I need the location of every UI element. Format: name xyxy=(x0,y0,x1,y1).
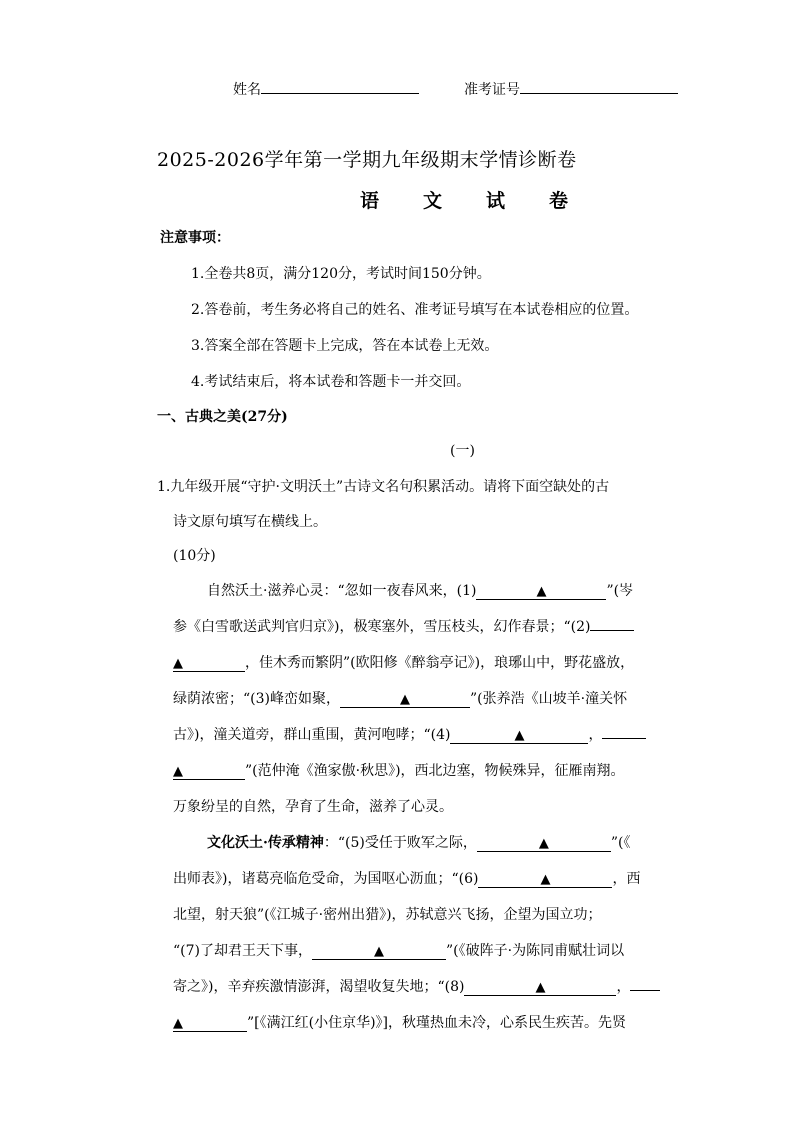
subtitle-char: 试 xyxy=(486,190,506,212)
subtitle-char: 文 xyxy=(423,190,443,212)
triangle-icon: ▲ xyxy=(536,584,547,599)
p1-line: 参《白雪歌送武判官归京》)，极寒塞外，雪压枝头，幻作春景；“(2) xyxy=(173,616,634,636)
p2-line: “(7)了却君王天下事， ▲ ”(《破阵子·为陈同甫赋壮词以 xyxy=(173,943,625,959)
p1-line: 绿荫浓密；“(3)峰峦如聚， ▲ ”(张养浩《山坡羊·潼关怀 xyxy=(173,691,628,707)
p1-line: 自然沃土·滋养心灵：“忽如一夜春风来，(1) ▲ ”(岑 xyxy=(207,583,634,599)
triangle-icon: ▲ xyxy=(173,764,183,779)
blank-4a[interactable] xyxy=(450,727,588,744)
name-label: 姓名 xyxy=(233,82,261,98)
p2-line: 文化沃土·传承精神：“(5)受任于败军之际， ▲ ”(《 xyxy=(207,835,631,851)
question1-score: (10分) xyxy=(173,548,216,564)
name-field xyxy=(233,79,419,99)
id-underline[interactable] xyxy=(520,93,678,94)
blank-4b-start[interactable] xyxy=(602,738,646,739)
p2-line: ▲ ”[《满江红(小住京华)》]，秋瑾热血未冷，心系民生疾苦。先贤 xyxy=(173,1015,627,1031)
p2-line: 寄之》)，辛弃疾激情澎湃，渴望收复失地；“(8) ▲ ， xyxy=(173,976,660,996)
notice-item: 4.考试结束后，将本试卷和答题卡一并交回。 xyxy=(191,374,471,390)
question1-line: 诗文原句填写在横线上。 xyxy=(173,514,327,530)
triangle-icon: ▲ xyxy=(535,980,546,995)
blank-3[interactable] xyxy=(340,691,470,708)
id-field xyxy=(464,79,678,99)
blank-7[interactable] xyxy=(312,943,446,960)
id-label: 准考证号 xyxy=(464,82,520,98)
p2-line: 出师表》)，诸葛亮临危受命，为国呕心沥血；“(6) ▲ ，西 xyxy=(173,871,641,887)
p2-heading: 文化沃土·传承精神 xyxy=(207,835,324,851)
p1-line: ▲ ，佳木秀而繁阴”(欧阳修《醉翁亭记》)，琅琊山中，野花盛放， xyxy=(173,655,635,671)
blank-8b-end[interactable] xyxy=(173,1015,247,1032)
p1-line: 万象纷呈的自然，孕育了生命，滋养了心灵。 xyxy=(173,799,453,815)
p1-line: 古》)，潼关道旁，群山重围，黄河咆哮；“(4) ▲ ， xyxy=(173,724,646,744)
blank-4b-end[interactable] xyxy=(173,763,245,780)
page-subtitle xyxy=(360,186,568,213)
subtitle-char: 卷 xyxy=(549,190,569,212)
notice-item: 1.全卷共8页，满分120分，考试时间150分钟。 xyxy=(191,266,491,282)
blank-6[interactable] xyxy=(478,871,612,888)
notice-heading: 注意事项： xyxy=(160,230,230,246)
subtitle-char: 语 xyxy=(360,190,380,212)
blank-8b-start[interactable] xyxy=(630,990,660,991)
triangle-icon: ▲ xyxy=(374,944,384,959)
triangle-icon: ▲ xyxy=(400,692,410,707)
section-part: (一) xyxy=(450,443,475,459)
blank-2-start[interactable] xyxy=(590,630,634,631)
triangle-icon: ▲ xyxy=(173,656,183,671)
blank-5[interactable] xyxy=(477,835,611,852)
triangle-icon: ▲ xyxy=(538,836,549,851)
p2-line: 北望，射天狼”(《江城子·密州出猎》)，苏轼意兴飞扬，企望为国立功； xyxy=(173,907,602,923)
blank-2-end[interactable] xyxy=(173,655,245,672)
blank-1[interactable] xyxy=(476,583,606,600)
triangle-icon: ▲ xyxy=(540,872,551,887)
page-title: 2025-2026学年第一学期九年级期末学情诊断卷 xyxy=(157,149,577,171)
question1-line: 1.九年级开展“守护·文明沃土”古诗文名句积累活动。请将下面空缺处的古 xyxy=(157,479,610,495)
p1-line: ▲ ”(范仲淹《渔家傲·秋思》)，西北边塞，物候殊异，征雁南翔。 xyxy=(173,763,625,779)
name-underline[interactable] xyxy=(261,93,419,94)
blank-8a[interactable] xyxy=(464,979,616,996)
triangle-icon: ▲ xyxy=(514,728,525,743)
notice-item: 2.答卷前，考生务必将自己的姓名、准考证号填写在本试卷相应的位置。 xyxy=(191,302,639,318)
notice-item: 3.答案全部在答题卡上完成，答在本试卷上无效。 xyxy=(191,338,499,354)
triangle-icon: ▲ xyxy=(173,1016,183,1031)
section-heading: 一、古典之美(27分) xyxy=(157,409,288,425)
